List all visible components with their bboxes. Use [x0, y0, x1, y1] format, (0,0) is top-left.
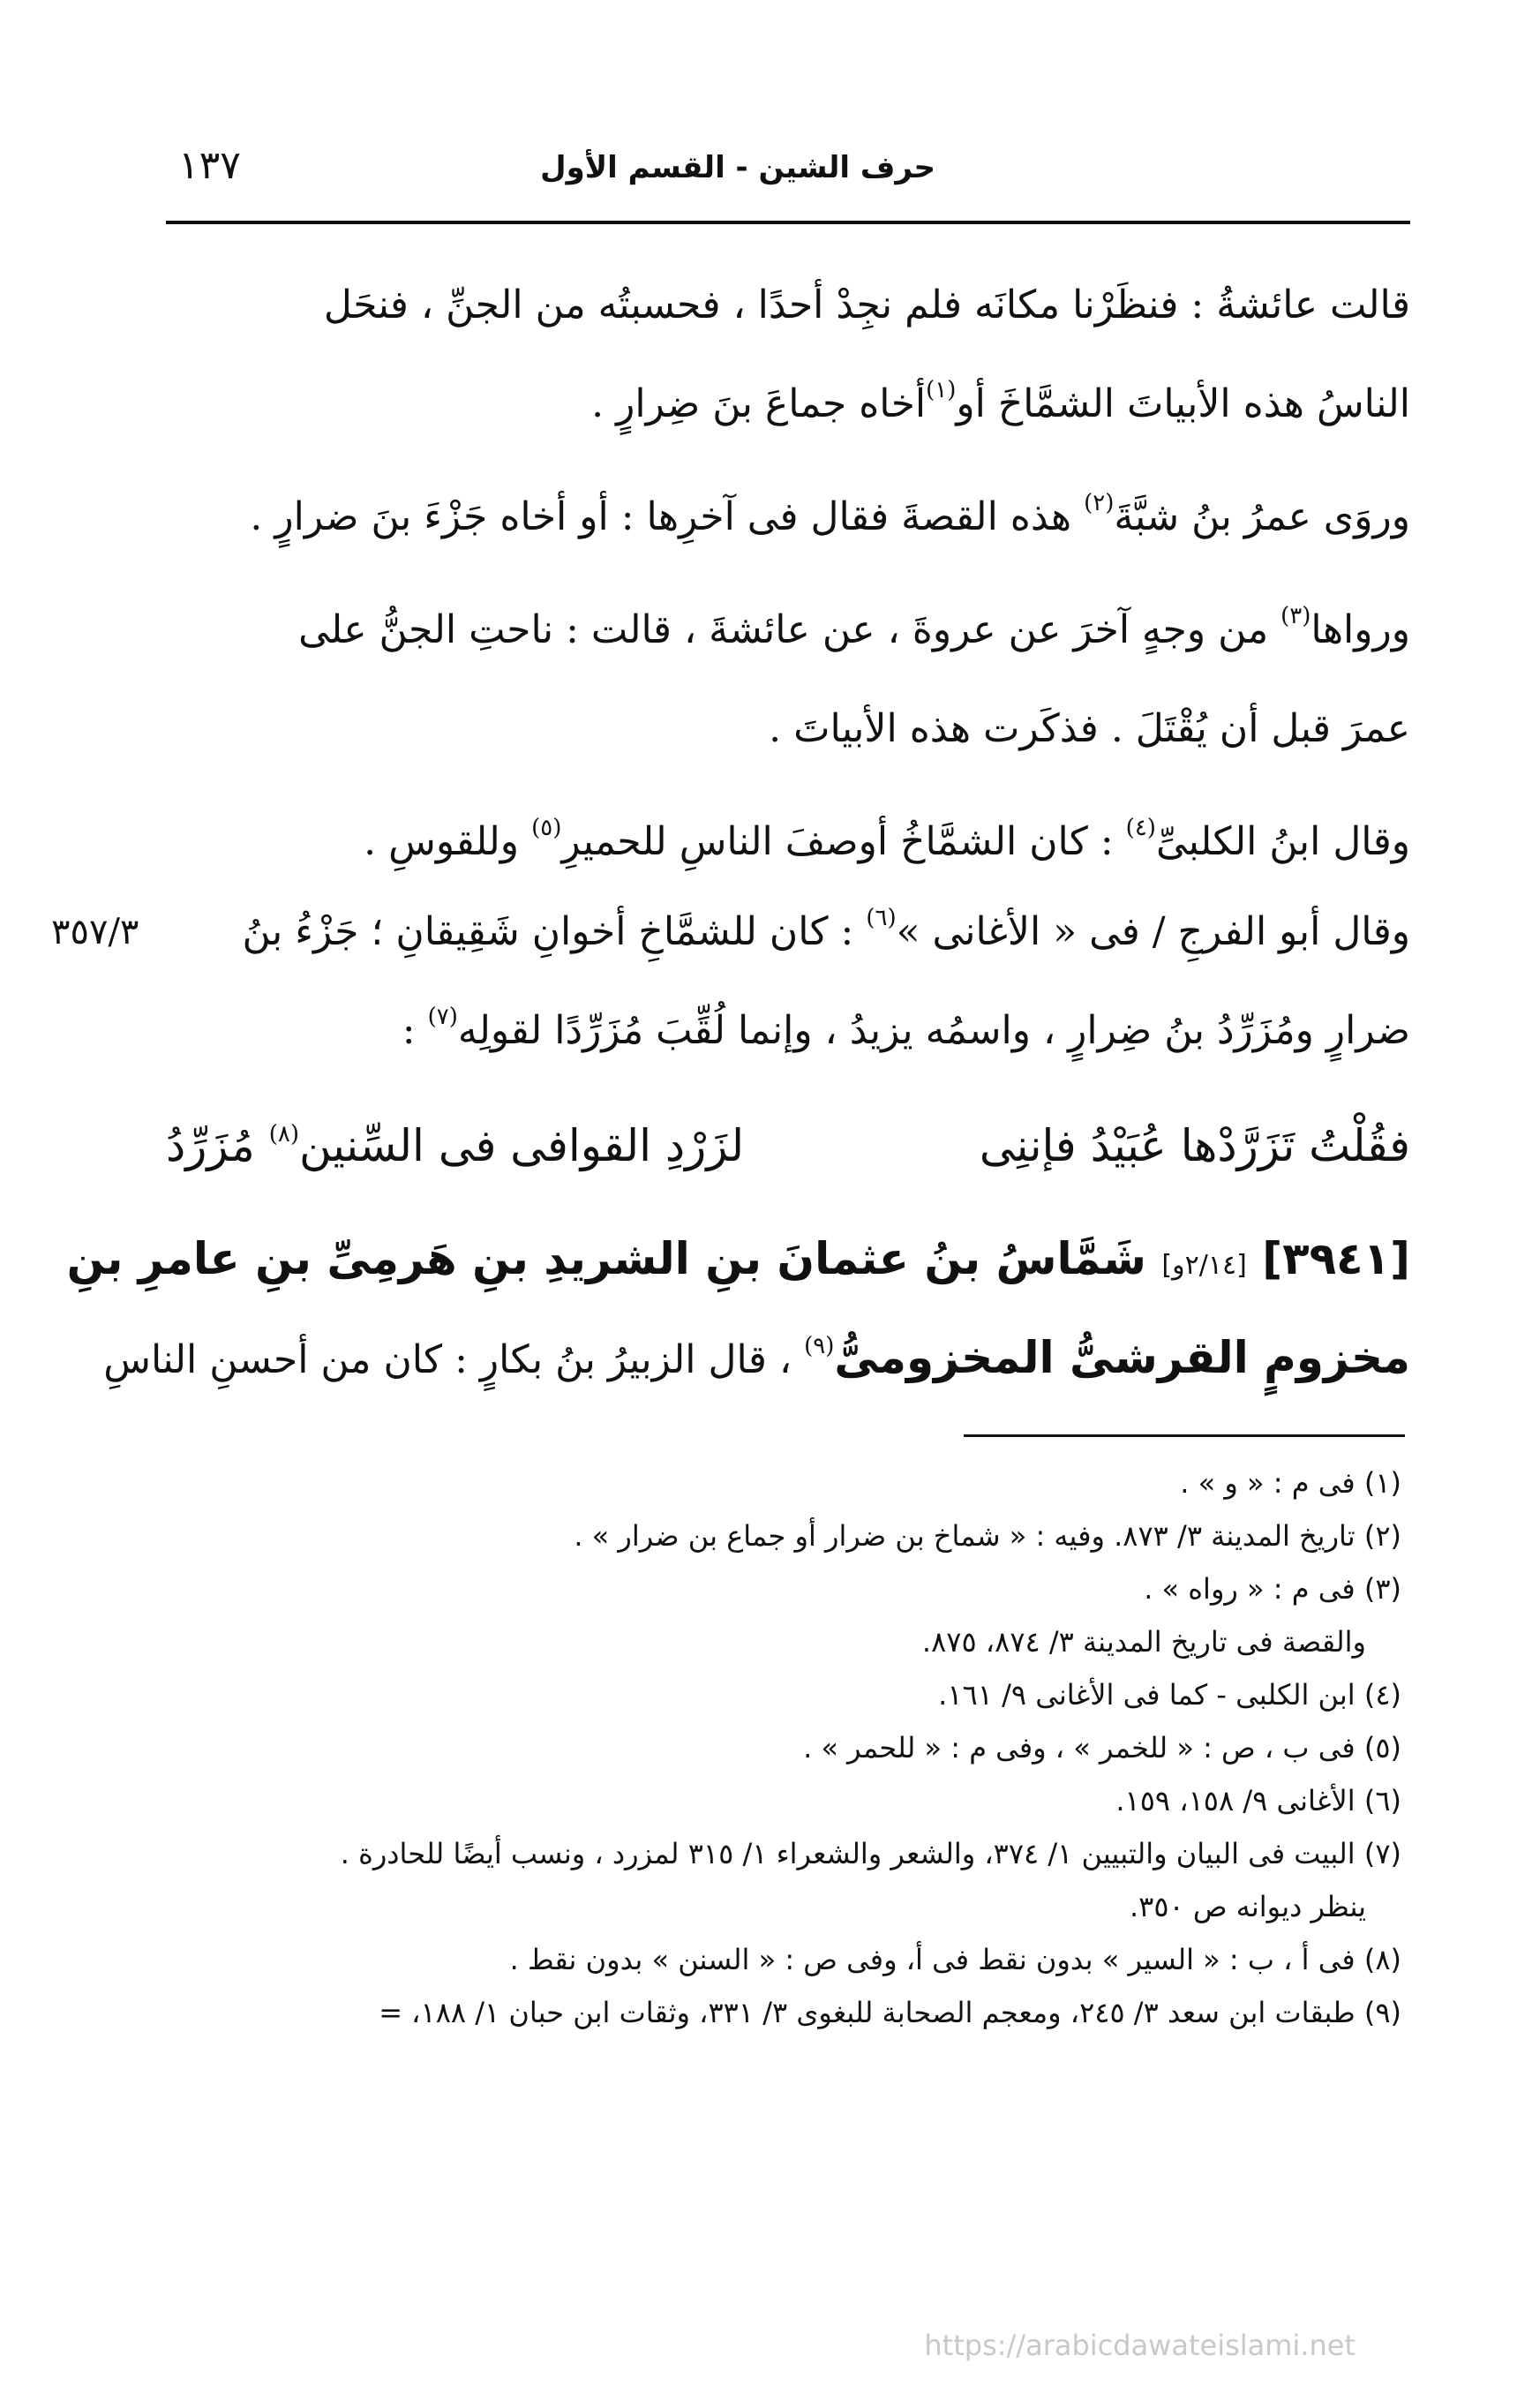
text-line: مخزومٍ القرشىُّ المخزومىُّ$^{(٩)}$ ، قال الزبيرُ بنُ بكارٍ : كان من أحسنِ الناسِ	[103, 1332, 1410, 1383]
main-text	[51, 256, 1410, 1407]
entry-name: شَمَّاسُ بنُ عثمانَ بنِ الشريدِ بنِ هَرمِىِّ بنِ عامرِ بنِ	[66, 1233, 1146, 1284]
footnote-continuation: ينظر ديوانه ص ٣٥٠.	[1129, 1890, 1366, 1923]
text-line: وقال ابنُ الكلبىِّ$^{(٤)}$ : كان الشمَّاخُ أوصفَ الناسِ للحميرِ$^{(٥)}$ وللقوسِ .	[364, 815, 1410, 864]
header-rule	[166, 221, 1410, 224]
manuscript-ref: [٢/١٤و]	[1161, 1250, 1247, 1281]
text-line: وروَى عمرُ بنُ شبَّةَ$^{(٢)}$ هذه القصةَ فقال فى آخرِها : أو أخاه جَزْءَ بنَ ضرارٍ .	[250, 490, 1410, 539]
footnote: (٦) الأغانى ٩/ ١٥٨، ١٥٩.	[1115, 1784, 1401, 1817]
margin-reference: ٣٥٧/٣	[51, 912, 139, 952]
footnote: (١) فى م : « و » .	[1180, 1466, 1401, 1500]
text-line: عمرَ قبل أن يُقْتَلَ . فذكَرت هذه الأبياتَ .	[769, 706, 1410, 751]
poetry-verse	[166, 1096, 1410, 1195]
text-line: الناسُ هذه الأبياتَ الشمَّاخَ أو$^{(١)}$أخاه جماعَ بنَ ضِرارٍ .	[591, 377, 1410, 426]
footnote-marker: (٤)	[1125, 815, 1156, 841]
page-header	[168, 141, 1403, 203]
footnote-marker: (٦)	[866, 905, 897, 931]
footnote-marker: (٢)	[1084, 490, 1115, 516]
footnote-marker: (١)	[926, 377, 957, 403]
text-line: ورواها$^{(٣)}$ من وجهٍ آخرَ عن عروةَ ، عن عائشةَ ، قالت : ناحتِ الجنُّ على	[298, 603, 1410, 652]
footnote-marker: (٣)	[1280, 603, 1311, 629]
footnote: (٧) البيت فى البيان والتبيين ١/ ٣٧٤، والشعر والشعراء ١/ ٣١٥ لمزرد ، ونسب أيضًا للحادرة .	[340, 1837, 1401, 1870]
footnote-rule	[964, 1434, 1405, 1437]
footnote: (٨) فى أ ، ب : « السير » بدون نقط فى أ، وفى ص : « السنن » بدون نقط .	[509, 1943, 1401, 1976]
entry-number: [٣٩٤١]	[1262, 1233, 1410, 1284]
footnote: (٢) تاريخ المدينة ٣/ ٨٧٣. وفيه : « شماخ بن ضرار أو جماع بن ضرار » .	[574, 1519, 1401, 1553]
footnotes	[166, 1456, 1401, 2039]
footnote: (٩) طبقات ابن سعد ٣/ ٢٤٥، ومعجم الصحابة للبغوى ٣/ ٣٣١، وثقات ابن حبان ١/ ١٨٨، =	[379, 1996, 1401, 2029]
footnote-marker: (٩)	[804, 1333, 835, 1359]
footnote-marker: (٥)	[531, 815, 562, 841]
running-title: حرف الشين - القسم الأول	[540, 150, 935, 185]
watermark-url: https://arabicdawateislami.net	[924, 2329, 1356, 2362]
page-number: ١٣٧	[178, 143, 241, 188]
footnote-marker: (٨)	[268, 1121, 299, 1148]
footnote: (٣) فى م : « رواه » .	[1144, 1572, 1401, 1606]
footnote-continuation: والقصة فى تاريخ المدينة ٣/ ٨٧٤، ٨٧٥.	[921, 1625, 1366, 1659]
text-line: ضرارٍ ومُزَرِّدُ بنُ ضِرارٍ ، واسمُه يزيدُ ، وإنما لُقِّبَ مُزَرِّدًا لقولِه$^{(٧)}$ :	[402, 1004, 1410, 1053]
verse-second-hemistich: لزَرْدِ القوافى فى السِّنين$^{(٨)}$ مُزَرِّدُ	[166, 1120, 745, 1171]
footnote-marker: (٧)	[427, 1004, 458, 1030]
text-line: قالت عائشةُ : فنظَرْنا مكانَه فلم نجِدْ أحدًا ، فحسبتُه من الجنِّ ، فنحَل	[323, 282, 1410, 327]
entry-heading	[66, 1209, 1410, 1308]
text-line: وقال أبو الفرجِ / فى « الأغانى »$^{(٦)}$ : كان للشمَّاخِ أخوانِ شَقِيقانِ ؛ جَزْءُ بنُ ٣٥٧/٣	[166, 883, 1410, 982]
verse-first-hemistich: فقُلْتُ تَزَرَّدْها عُبَيْدُ فإننِى	[979, 1120, 1410, 1171]
footnote: (٥) فى ب ، ص : « للخمر » ، وفى م : « للحمر » .	[803, 1731, 1401, 1765]
footnote: (٤) ابن الكلبى - كما فى الأغانى ٩/ ١٦١.	[938, 1678, 1401, 1712]
